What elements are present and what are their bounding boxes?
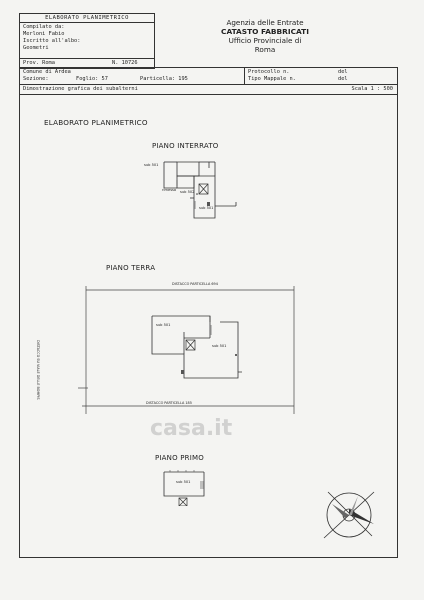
agency-line3: Ufficio Provinciale di <box>228 36 302 45</box>
agency-line1: Agenzia delle Entrate <box>226 18 304 27</box>
header-box-title: ELABORATO PLANIMETRICO <box>20 14 154 23</box>
particella: Particella: 195 <box>140 76 188 82</box>
agency-line4: Roma <box>254 45 276 54</box>
plan-title: ELABORATO PLANIMETRICO <box>44 118 148 127</box>
terra-sub501b: sub 501 <box>212 344 227 348</box>
watermark <box>150 416 232 441</box>
terra-title: PIANO TERRA <box>106 264 156 272</box>
distacco-top: DISTACCO PARTICELLA 694 <box>172 282 218 286</box>
header-box <box>19 13 155 69</box>
del-1: del <box>338 69 348 75</box>
registration-number: N. 10726 <box>112 60 138 66</box>
comune: Comune di Ardea <box>23 69 71 75</box>
del-2: del <box>338 76 348 82</box>
registered-value: Geometri <box>23 45 49 51</box>
agency-block <box>200 18 330 54</box>
scala: Scala 1 : 500 <box>351 86 393 92</box>
distacco-bottom: DISTACCO PARTICELLA 185 <box>146 401 192 405</box>
interrato-title: PIANO INTERRATO <box>152 142 219 150</box>
tipo-mappale: Tipo Mappale n. <box>248 76 296 82</box>
interrato-sub502: sub 502 <box>180 190 195 194</box>
interrato-sub501b: sub 501 <box>199 206 214 210</box>
registered-label: Iscritto all'albo: <box>23 38 81 44</box>
interrato-rimessa: rimessa <box>162 188 177 192</box>
dimostrazione: Dimostrazione grafica dei subalterni <box>23 86 138 92</box>
agency-line2: CATASTO FABBRICATI <box>221 27 309 36</box>
compiled-by-label: Compilato da: <box>23 24 65 30</box>
protocollo: Protocollo n. <box>248 69 290 75</box>
primo-drawing <box>160 466 220 506</box>
terra-sub501a: sub 501 <box>156 323 171 327</box>
north-arrow-icon <box>318 484 380 546</box>
sezione: Sezione: <box>23 76 49 82</box>
compiled-by-name: Merloni Fabio <box>23 31 65 37</box>
watermark-text: casa.it <box>150 416 233 441</box>
distacco-left: DISTACCO SU VIALE DELLE BOMPIS <box>36 340 40 400</box>
primo-sub501: sub 501 <box>176 480 191 484</box>
interrato-sub501a: sub 501 <box>144 163 159 167</box>
info-table <box>19 67 398 95</box>
province: Prov. Roma <box>23 60 55 66</box>
primo-title: PIANO PRIMO <box>155 454 204 462</box>
foglio: Foglio: 57 <box>76 76 108 82</box>
